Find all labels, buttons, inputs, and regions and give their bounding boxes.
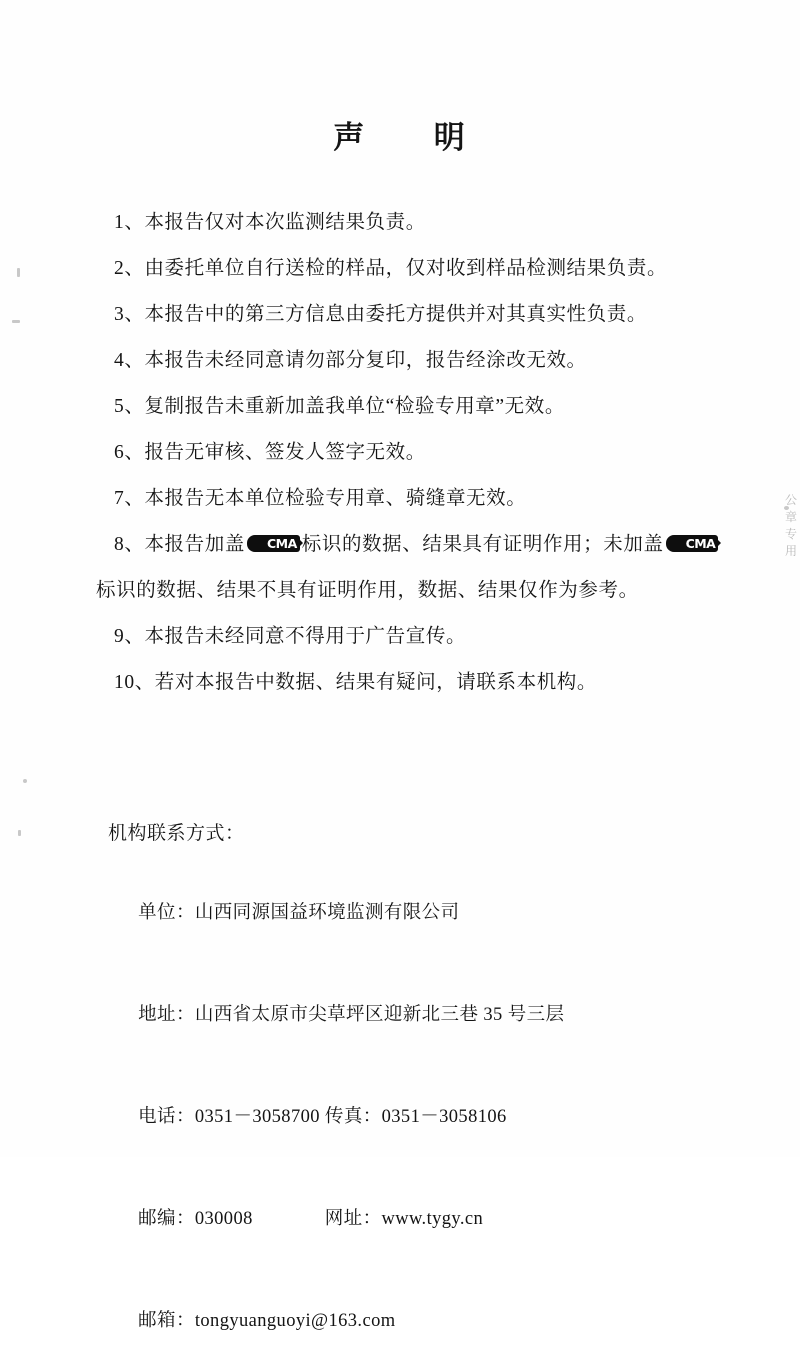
contact-label: 地址： xyxy=(138,1005,195,1025)
contact-value: 0351－3058700 传真：0351－3058106 xyxy=(194,1107,507,1127)
declaration-clause-list xyxy=(96,200,726,706)
contact-value: tongyuanguoyi@163.com xyxy=(194,1311,396,1331)
contact-value: 山西省太原市尖草坪区迎新北三巷 35 号三层 xyxy=(194,1005,565,1025)
page-title-char-1: 声 xyxy=(333,120,367,156)
clause8-part1: 8、本报告加盖 xyxy=(114,534,245,555)
contact-value: 030008 xyxy=(194,1209,253,1229)
contact-block xyxy=(108,818,748,1372)
contact-heading: 机构联系方式： xyxy=(108,823,245,844)
contact-label: 单位： xyxy=(138,903,195,923)
clause-item: 7、本报告无本单位检验专用章、骑缝章无效。 xyxy=(114,488,527,509)
contact-row-company xyxy=(108,862,748,964)
clause8-part3: 标识的数据、结果不具有证明作用，数据、结果仅作为参考。 xyxy=(96,580,639,601)
contact-label: 邮箱： xyxy=(138,1311,195,1331)
contact-label-website: 网址： xyxy=(324,1209,382,1229)
clause-item-cma xyxy=(96,522,726,614)
contact-row-postcode-web xyxy=(108,1168,748,1270)
contact-row-address xyxy=(108,964,748,1066)
scan-edge-artifact: 公章专用 xyxy=(784,493,797,558)
scan-speckle xyxy=(17,268,20,277)
contact-label: 邮编： xyxy=(138,1209,195,1229)
clause-item: 10、若对本报告中数据、结果有疑问，请联系本机构。 xyxy=(114,672,598,693)
contact-value-website: www.tygy.cn xyxy=(381,1209,484,1229)
clause-item: 3、本报告中的第三方信息由委托方提供并对其真实性负责。 xyxy=(114,304,647,325)
clause-item: 4、本报告未经同意请勿部分复印，报告经涂改无效。 xyxy=(114,350,587,371)
scan-speckle xyxy=(23,779,27,783)
scan-speckle xyxy=(12,320,20,323)
contact-row-email xyxy=(108,1270,748,1372)
clause8-part2: 标识的数据、结果具有证明作用；未加盖 xyxy=(301,534,664,555)
page-title-char-2: 明 xyxy=(433,120,467,156)
page-title xyxy=(0,112,800,157)
clause-item: 9、本报告未经同意不得用于广告宣传。 xyxy=(114,626,467,647)
clause-item: 6、报告无审核、签发人签字无效。 xyxy=(114,442,426,463)
contact-label: 电话： xyxy=(138,1107,195,1127)
clause-item: 2、由委托单位自行送检的样品，仅对收到样品检测结果负责。 xyxy=(114,258,668,279)
cma-badge-icon: CMA xyxy=(666,535,719,552)
contact-row-phone xyxy=(108,1066,748,1168)
clause-item: 5、复制报告未重新加盖我单位“检验专用章”无效。 xyxy=(114,396,565,417)
clause-item: 1、本报告仅对本次监测结果负责。 xyxy=(114,212,426,233)
scan-speckle xyxy=(18,830,21,836)
cma-badge-icon: CMA xyxy=(247,535,300,552)
contact-value: 山西同源国益环境监测有限公司 xyxy=(194,903,460,923)
